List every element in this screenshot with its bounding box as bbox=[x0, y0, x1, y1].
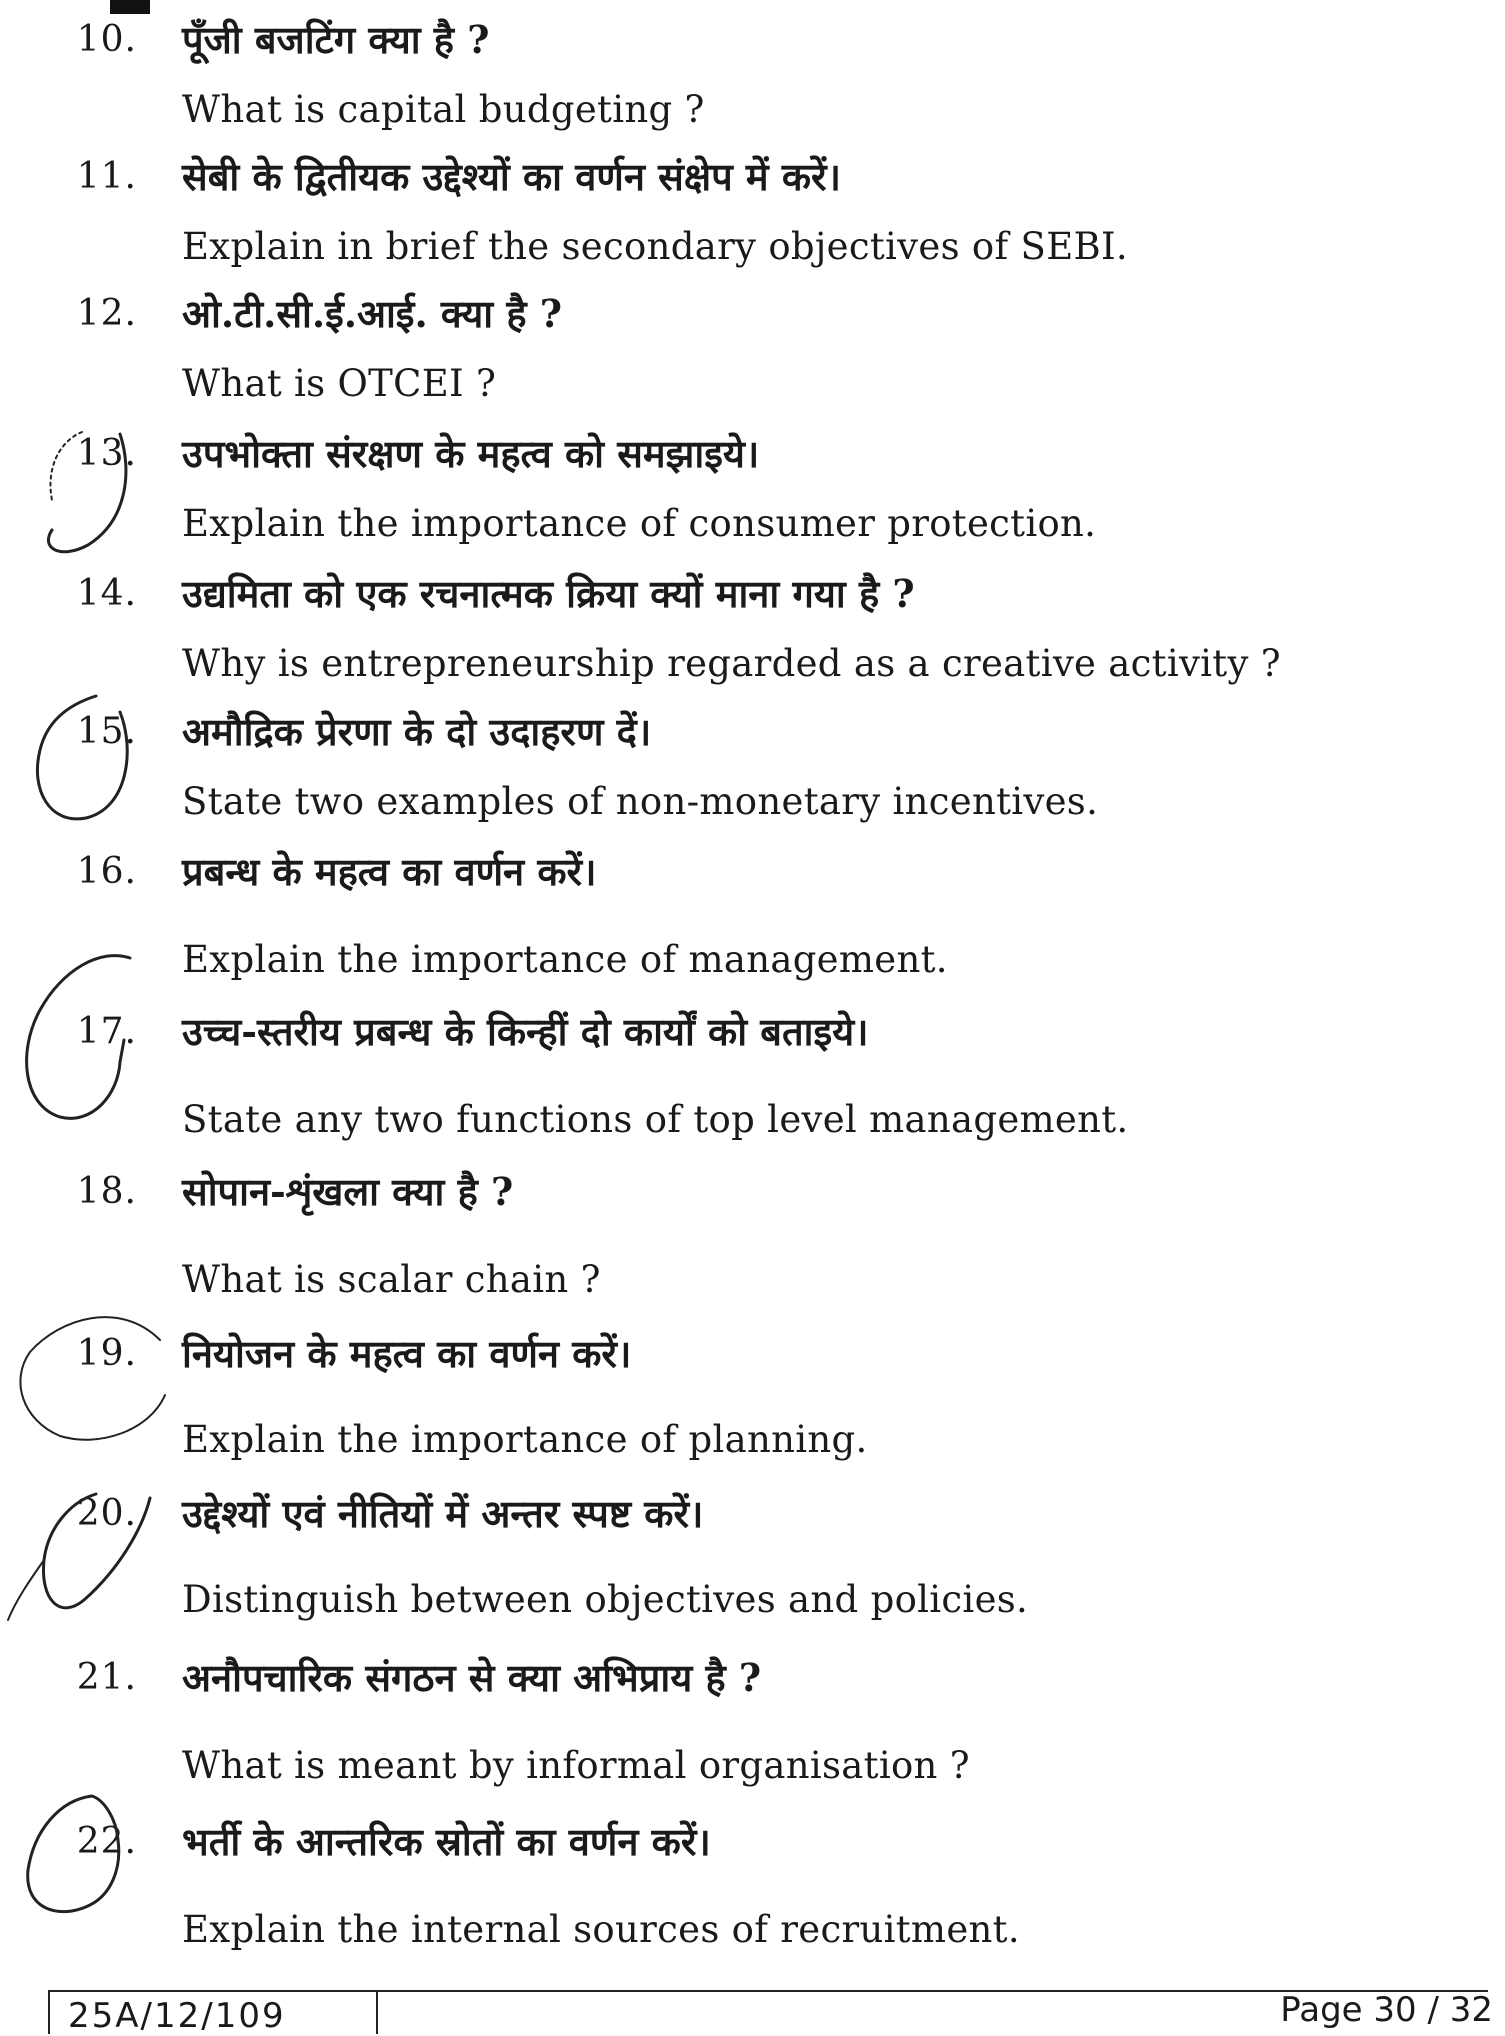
question-text-hindi: ओ.टी.सी.ई.आई. क्या है ? bbox=[182, 291, 563, 336]
question-number: 21. bbox=[76, 1657, 137, 1698]
question-item bbox=[0, 710, 1505, 850]
question-number: 20. bbox=[76, 1493, 137, 1534]
question-text-english: Why is entrepreneurship regarded as a creative activity ? bbox=[182, 642, 1281, 685]
question-item bbox=[0, 1820, 1505, 1960]
question-number: 13. bbox=[76, 433, 137, 474]
question-text-english: What is scalar chain ? bbox=[182, 1258, 601, 1301]
question-number: 10. bbox=[76, 19, 137, 60]
question-number: 17. bbox=[76, 1011, 137, 1052]
question-number: 18. bbox=[76, 1171, 137, 1212]
question-text-hindi: उद्देश्यों एवं नीतियों में अन्तर स्पष्ट करें। bbox=[182, 1491, 704, 1536]
question-item bbox=[0, 432, 1505, 572]
question-number: 19. bbox=[76, 1333, 137, 1374]
question-text-hindi: पूँजी बजटिंग क्या है ? bbox=[182, 17, 490, 62]
question-item bbox=[0, 1492, 1505, 1632]
question-number: 11. bbox=[76, 156, 137, 197]
paper-code: 25A/12/109 bbox=[68, 1996, 286, 2036]
top-edge-mark bbox=[110, 0, 150, 14]
question-text-hindi: उद्यमिता को एक रचनात्मक क्रिया क्यों माना गया है ? bbox=[182, 571, 915, 616]
question-text-hindi: सेबी के द्वितीयक उद्देश्यों का वर्णन संक्षेप में करें। bbox=[182, 154, 842, 199]
question-number: 22. bbox=[76, 1821, 137, 1862]
question-number: 12. bbox=[76, 293, 137, 334]
question-text-hindi: नियोजन के महत्व का वर्णन करें। bbox=[182, 1331, 632, 1376]
question-number: 15. bbox=[76, 711, 137, 752]
question-text-hindi: उपभोक्ता संरक्षण के महत्व को समझाइये। bbox=[182, 431, 760, 476]
question-text-hindi: प्रबन्ध के महत्व का वर्णन करें। bbox=[182, 849, 597, 894]
question-item bbox=[0, 155, 1505, 295]
question-text-english: State any two functions of top level management. bbox=[182, 1098, 1129, 1141]
question-item bbox=[0, 1010, 1505, 1150]
question-item bbox=[0, 850, 1505, 990]
question-text-hindi: भर्ती के आन्तरिक स्रोतों का वर्णन करें। bbox=[182, 1819, 711, 1864]
question-number: 14. bbox=[76, 573, 137, 614]
question-text-english: What is meant by informal organisation ? bbox=[182, 1744, 970, 1787]
question-text-hindi: अमौद्रिक प्रेरणा के दो उदाहरण दें। bbox=[182, 709, 652, 754]
question-text-english: What is OTCEI ? bbox=[182, 362, 497, 405]
question-item bbox=[0, 1170, 1505, 1310]
question-text-hindi: उच्च-स्तरीय प्रबन्ध के किन्हीं दो कार्यों को बताइये। bbox=[182, 1009, 869, 1054]
question-number: 16. bbox=[76, 851, 137, 892]
question-text-english: What is capital budgeting ? bbox=[182, 88, 705, 131]
question-text-english: Distinguish between objectives and policies. bbox=[182, 1578, 1029, 1621]
question-text-hindi: सोपान-शृंखला क्या है ? bbox=[182, 1169, 514, 1214]
question-text-english: Explain the importance of planning. bbox=[182, 1418, 868, 1461]
question-item bbox=[0, 292, 1505, 432]
question-text-english: Explain the importance of management. bbox=[182, 938, 948, 981]
page-number: Page 30 / 32 bbox=[1280, 1990, 1493, 2030]
question-text-english: Explain the internal sources of recruitment. bbox=[182, 1908, 1020, 1951]
question-item bbox=[0, 1332, 1505, 1472]
question-text-english: Explain the importance of consumer protection. bbox=[182, 502, 1097, 545]
question-item bbox=[0, 18, 1505, 158]
question-text-english: Explain in brief the secondary objectives of SEBI. bbox=[182, 225, 1128, 268]
question-text-hindi: अनौपचारिक संगठन से क्या अभिप्राय है ? bbox=[182, 1655, 762, 1700]
question-item bbox=[0, 572, 1505, 712]
question-item bbox=[0, 1656, 1505, 1796]
question-text-english: State two examples of non-monetary incentives. bbox=[182, 780, 1099, 823]
